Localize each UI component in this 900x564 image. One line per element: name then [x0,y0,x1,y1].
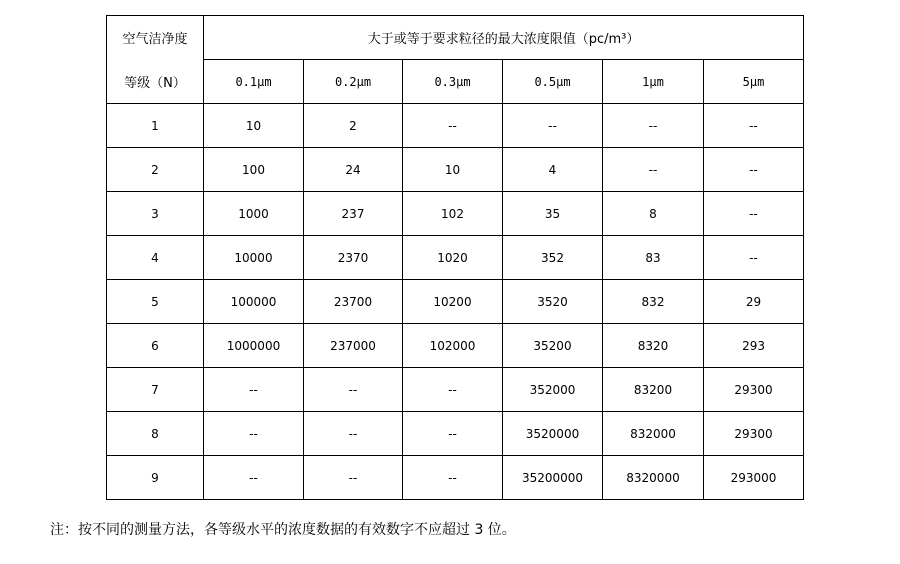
concentration-cell: -- [704,192,804,236]
concentration-cell: 35 [503,192,603,236]
concentration-cell: -- [503,104,603,148]
concentration-cell: 832 [603,280,704,324]
grade-cell: 9 [107,456,204,500]
concentration-cell: -- [304,456,403,500]
concentration-cell: -- [403,412,503,456]
size-header-0-5um: 0.5μm [503,60,603,104]
table-row [107,368,804,412]
concentration-cell: 83200 [603,368,704,412]
table-row [107,456,804,500]
size-header-0-2um: 0.2μm [304,60,403,104]
concentration-cell: 8 [603,192,704,236]
grade-cell: 7 [107,368,204,412]
header-row-2 [107,60,804,104]
concentration-cell: 10200 [403,280,503,324]
grade-cell: 6 [107,324,204,368]
table-row [107,192,804,236]
concentration-cell: 10 [204,104,304,148]
concentration-cell: -- [204,456,304,500]
concentration-cell: 23700 [304,280,403,324]
table-row [107,412,804,456]
concentration-cell: -- [603,148,704,192]
concentration-cell: 2 [304,104,403,148]
concentration-cell: -- [403,456,503,500]
grade-cell: 4 [107,236,204,280]
concentration-cell: -- [704,104,804,148]
concentration-cell: 237 [304,192,403,236]
concentration-cell: 102000 [403,324,503,368]
concentration-cell: 83 [603,236,704,280]
concentration-cell: 35200 [503,324,603,368]
concentration-limit-header: 大于或等于要求粒径的最大浓度限值（pc/m³） [204,16,804,60]
concentration-cell: -- [204,412,304,456]
table-row [107,280,804,324]
grade-header-line2: 等级（N） [107,60,204,104]
concentration-cell: 3520 [503,280,603,324]
concentration-cell: -- [603,104,704,148]
concentration-cell: 3520000 [503,412,603,456]
concentration-cell: 1020 [403,236,503,280]
concentration-cell: 293000 [704,456,804,500]
concentration-cell: 8320 [603,324,704,368]
cleanliness-class-table-container [106,15,803,493]
concentration-cell: 832000 [603,412,704,456]
table-row [107,324,804,368]
grade-cell: 2 [107,148,204,192]
concentration-cell: 1000000 [204,324,304,368]
concentration-cell: 102 [403,192,503,236]
concentration-cell: 35200000 [503,456,603,500]
header-row-1 [107,16,804,60]
concentration-cell: 352000 [503,368,603,412]
concentration-cell: -- [304,368,403,412]
concentration-cell: 8320000 [603,456,704,500]
concentration-cell: 100 [204,148,304,192]
concentration-cell: -- [304,412,403,456]
concentration-cell: 24 [304,148,403,192]
size-header-0-3um: 0.3μm [403,60,503,104]
table-row [107,148,804,192]
grade-cell: 1 [107,104,204,148]
concentration-cell: 29300 [704,368,804,412]
concentration-cell: 237000 [304,324,403,368]
size-header-5um: 5μm [704,60,804,104]
table-row [107,236,804,280]
concentration-cell: 352 [503,236,603,280]
concentration-cell: -- [704,236,804,280]
concentration-cell: 10 [403,148,503,192]
concentration-cell: 29300 [704,412,804,456]
concentration-cell: 29 [704,280,804,324]
concentration-cell: 100000 [204,280,304,324]
grade-header-line1: 空气洁净度 [107,16,204,60]
concentration-cell: 2370 [304,236,403,280]
size-header-1um: 1μm [603,60,704,104]
grade-cell: 5 [107,280,204,324]
concentration-cell: 10000 [204,236,304,280]
concentration-cell: 4 [503,148,603,192]
concentration-cell: 293 [704,324,804,368]
size-header-0-1um: 0.1μm [204,60,304,104]
concentration-cell: -- [403,368,503,412]
table-footnote: 注：按不同的测量方法，各等级水平的浓度数据的有效数字不应超过 3 位。 [50,522,516,538]
concentration-cell: -- [204,368,304,412]
cleanliness-class-table [106,15,804,500]
concentration-cell: -- [403,104,503,148]
table-row [107,104,804,148]
grade-cell: 3 [107,192,204,236]
grade-cell: 8 [107,412,204,456]
concentration-cell: -- [704,148,804,192]
concentration-cell: 1000 [204,192,304,236]
